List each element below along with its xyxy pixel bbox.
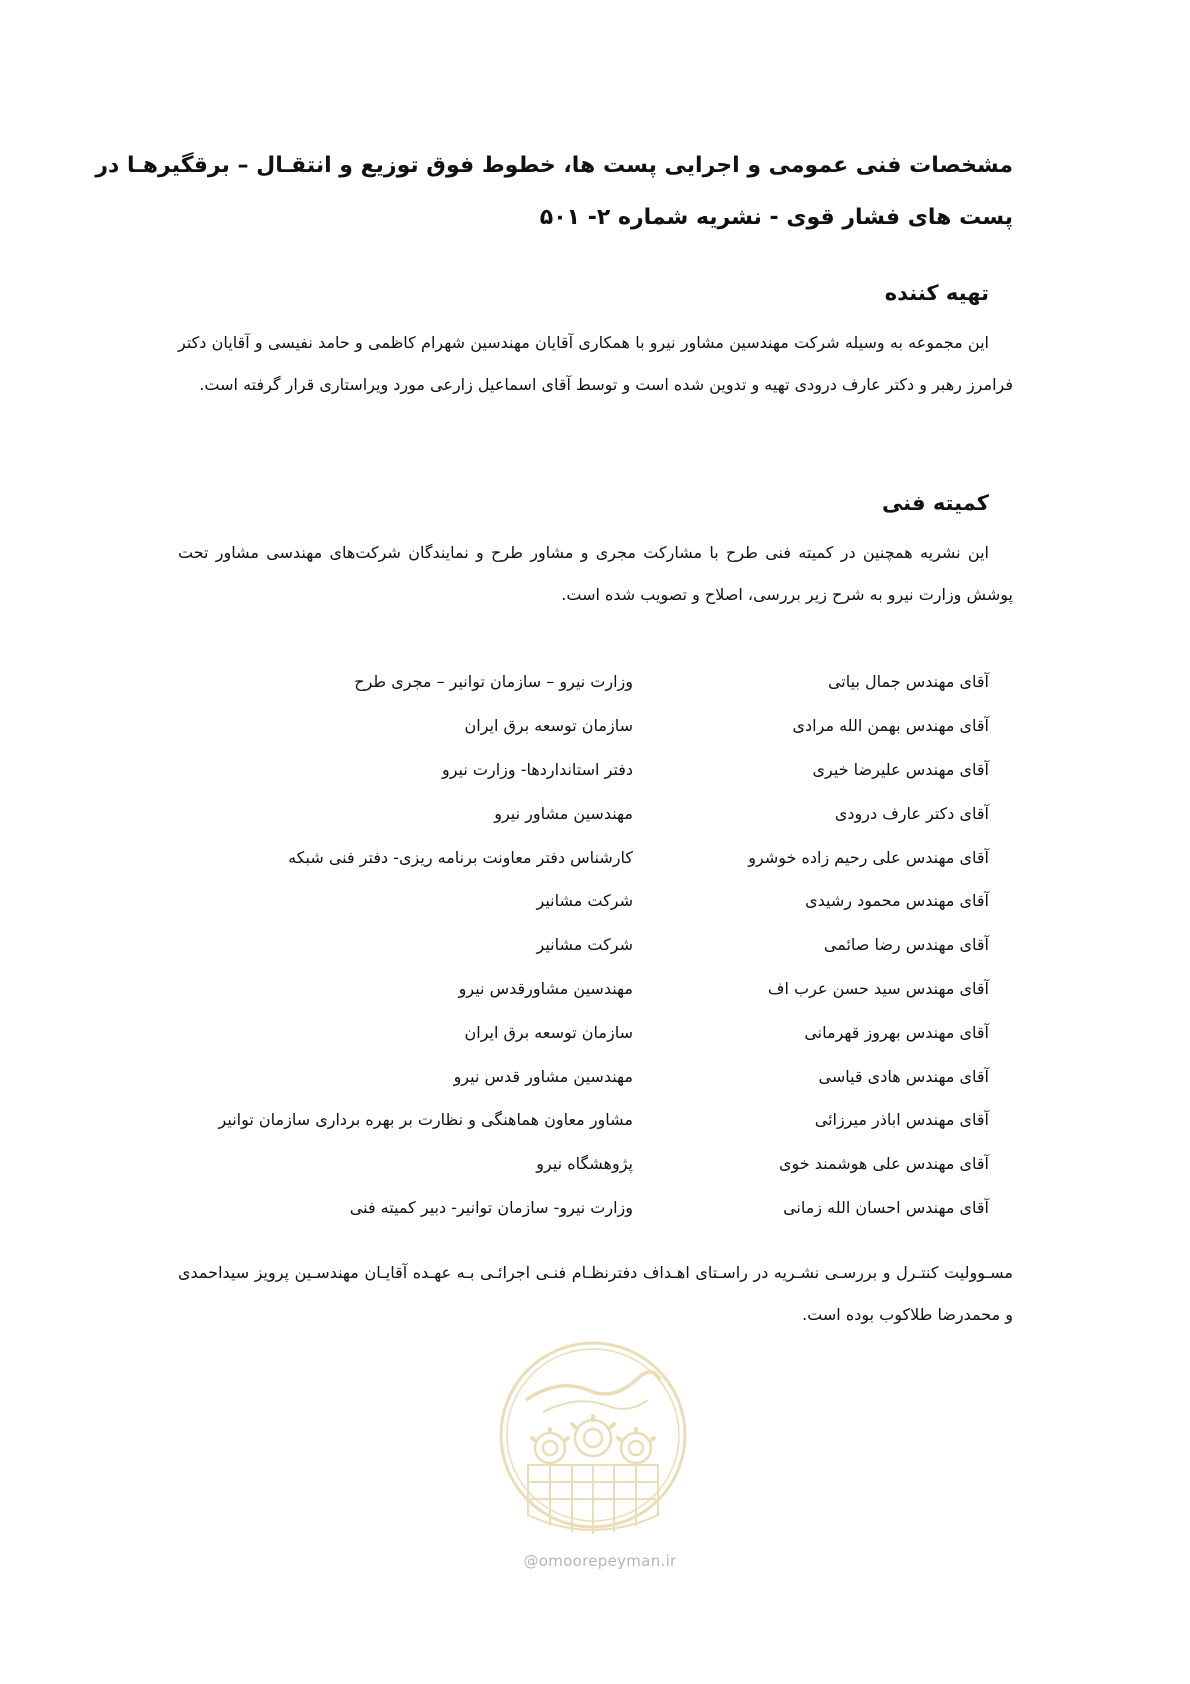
committee-paragraph-text: این نشریه همچنین در کمیته فنی طرح با مشارکت مجری و مشاور طرح و نمایندگان شرکت‌های مهندسی مشاور تحت پوشش وزارت نیرو به شرح زیر بررسی، اصلاح و تصویب شده است. (178, 543, 1013, 604)
member-row (178, 1098, 1013, 1142)
member-organization: شرکت مشانیر (536, 891, 633, 911)
member-row (178, 660, 1013, 704)
preparer-paragraph (178, 322, 1013, 406)
member-name: آقای مهندس علیرضا خیری (812, 759, 989, 779)
member-name: آقای مهندس بهمن الله مرادی (792, 716, 989, 736)
member-name: آقای مهندس هادی قیاسی (818, 1066, 989, 1086)
preparer-paragraph-text: این مجموعه به وسیله شرکت مهندسین مشاور نیرو با همکاری آقایان مهندسین شهرام کاظمی و حامد نفیسی و آقایان دکتر فرامرز رهبر و دکتر عارف درودی تهیه و تدوین شده است و توسط آقای اسماعیل زارعی مورد ویراستاری قرار گرفته است. (178, 333, 1013, 394)
member-row (178, 1142, 1013, 1186)
member-organization: مهندسین مشاورقدس نیرو (458, 978, 633, 998)
committee-paragraph (178, 532, 1013, 616)
member-row (178, 1186, 1013, 1230)
member-organization: پژوهشگاه نیرو (536, 1154, 633, 1174)
member-name: آقای دکتر عارف درودی (834, 803, 989, 823)
committee-section (178, 488, 1013, 616)
committee-members-list (178, 660, 1013, 1229)
member-organization: وزارت نیرو – سازمان توانیر – مجری طرح (354, 672, 633, 692)
document-title (95, 140, 1013, 244)
member-organization: شرکت مشانیر (536, 935, 633, 955)
watermark-logo (488, 1330, 698, 1580)
member-organization: کارشناس دفتر معاونت برنامه ریزی- دفتر فنی شبکه (288, 847, 633, 867)
member-name: آقای مهندس بهروز قهرمانی (804, 1022, 989, 1042)
member-organization: وزارت نیرو- سازمان توانیر- دبیر کمیته فنی (349, 1197, 633, 1217)
responsibility-paragraph: مسـوولیت کنتـرل و بررسـی نشـریه در راسـتای اهـداف دفترنظـام فنـی اجرائـی بـه عهـده آقایـان مهندسـین پرویز سیداحمدی و محمدرضا طلاکوب بوده است. (178, 1263, 1013, 1324)
watermark-url: @omoorepeyman.ir (523, 1552, 677, 1570)
member-row (178, 1054, 1013, 1098)
member-row (178, 704, 1013, 748)
member-organization: سازمان توسعه برق ایران (464, 716, 633, 736)
committee-heading: کمیته فنی (881, 491, 989, 515)
member-organization: مهندسین مشاور قدس نیرو (453, 1066, 633, 1086)
member-name: آقای مهندس علی رحیم زاده خوشرو (748, 847, 989, 867)
member-name: آقای مهندس محمود رشیدی (805, 891, 989, 911)
member-row (178, 879, 1013, 923)
member-organization: مهندسین مشاور نیرو (494, 803, 633, 823)
member-name: آقای مهندس جمال بیاتی (827, 672, 989, 692)
member-row (178, 1010, 1013, 1054)
member-row (178, 791, 1013, 835)
member-organization: دفتر استانداردها- وزارت نیرو (442, 759, 633, 779)
member-name: آقای مهندس اباذر میرزائی (814, 1110, 989, 1130)
preparer-heading: تهیه کننده (884, 281, 989, 305)
member-name: آقای مهندس رضا صائمی (823, 935, 989, 955)
member-row (178, 923, 1013, 967)
member-name: آقای مهندس علی هوشمند خوی (779, 1154, 989, 1174)
member-row (178, 748, 1013, 792)
member-name: آقای مهندس احسان الله زمانی (783, 1197, 989, 1217)
member-row (178, 835, 1013, 879)
title-line-1: مشخصات فنی عمومی و اجرایی پست ها، خطوط فوق توزیع و انتقـال – برقگیرهـا در (95, 153, 1013, 178)
responsibility-section (178, 1252, 1013, 1336)
member-organization: سازمان توسعه برق ایران (464, 1022, 633, 1042)
preparer-section (178, 278, 1013, 406)
member-row (178, 967, 1013, 1011)
title-line-2: پست های فشار قوی - نشریه شماره ۲- ۵۰۱ (539, 205, 1013, 230)
member-name: آقای مهندس سید حسن عرب اف (767, 978, 989, 998)
member-organization: مشاور معاون هماهنگی و نظارت بر بهره برداری سازمان توانیر (218, 1110, 633, 1130)
